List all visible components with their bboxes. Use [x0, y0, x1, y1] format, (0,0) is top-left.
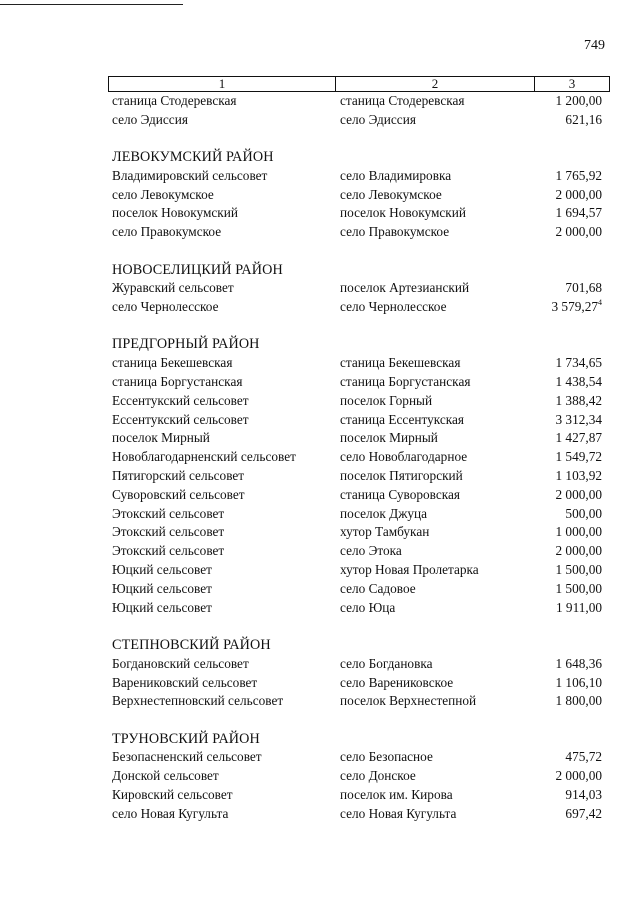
footnote-marker: 4	[598, 298, 602, 308]
value-cell	[538, 467, 610, 486]
value-cell	[538, 505, 610, 524]
value-text: 1 648,36	[555, 655, 602, 671]
settlement-cell: село Владимировка	[340, 167, 452, 183]
municipality-cell: Юцкий сельсовет	[112, 562, 212, 578]
settlement-cell: станица Ессентукская	[340, 411, 465, 427]
settlement-cell: станица Суворовская	[340, 486, 461, 502]
value-cell	[538, 186, 610, 205]
municipality-cell: поселок Новокумский	[112, 205, 238, 221]
district-heading: ПРЕДГОРНЫЙ РАЙОН	[112, 336, 260, 353]
settlement-cell: поселок Артезианский	[340, 280, 470, 296]
municipality-cell: село Новая Кугульта	[112, 805, 229, 821]
value-cell	[538, 429, 610, 448]
value-cell	[538, 354, 610, 373]
settlement-cell: село Этока	[340, 543, 402, 559]
municipality-cell: станица Стодеревская	[112, 93, 237, 108]
municipality-cell: Донской сельсовет	[112, 768, 219, 784]
settlement-cell: хутор Тамбукан	[340, 524, 430, 540]
settlement-cell: село Безопасное	[340, 749, 433, 765]
municipality-cell: Журавский сельсовет	[112, 280, 234, 296]
settlement-cell: хутор Новая Пролетарка	[340, 562, 479, 578]
value-text: 701,68	[565, 280, 602, 296]
top-rule	[0, 4, 183, 5]
section-gap	[108, 130, 610, 149]
municipality-cell: Ессентукский сельсовет	[112, 392, 249, 408]
table-row	[108, 486, 610, 505]
value-cell	[538, 486, 610, 505]
value-text: 621,16	[565, 111, 602, 127]
value-text: 475,72	[565, 749, 602, 765]
table-row	[108, 599, 610, 618]
district-heading: ЛЕВОКУМСКИЙ РАЙОН	[112, 149, 274, 166]
municipality-cell: село Эдиссия	[112, 111, 188, 127]
value-text: 1 549,72	[555, 449, 602, 465]
value-cell	[538, 542, 610, 561]
table-row	[108, 279, 610, 298]
table-row	[108, 748, 610, 767]
settlement-cell: поселок им. Кирова	[340, 787, 453, 802]
value-text: 1 427,87	[555, 430, 602, 446]
table-row	[108, 111, 610, 130]
section-gap	[108, 711, 610, 730]
settlement-cell: поселок Новокумский	[340, 205, 466, 221]
value-cell	[538, 674, 610, 693]
municipality-cell: станица Боргустанская	[112, 374, 243, 390]
settlement-cell: станица Бекешевская	[340, 355, 461, 371]
value-text: 1 800,00	[555, 693, 602, 709]
value-text: 1 500,00	[555, 562, 602, 578]
section-gap	[108, 317, 610, 336]
district-heading: ТРУНОВСКИЙ РАЙОН	[112, 730, 260, 747]
settlement-cell: село Новоблагодарное	[340, 449, 468, 465]
municipality-cell: Этокский сельсовет	[112, 524, 225, 540]
table-body	[108, 92, 610, 824]
municipality-cell: Этокский сельсовет	[112, 505, 225, 521]
settlement-cell: поселок Джуца	[340, 505, 428, 521]
value-text: 1 388,42	[555, 392, 602, 408]
value-cell	[538, 448, 610, 467]
settlement-cell: поселок Верхнестепной	[340, 693, 477, 709]
municipality-cell: поселок Мирный	[112, 430, 210, 446]
value-cell	[538, 204, 610, 223]
value-text: 1 765,92	[555, 167, 602, 183]
settlement-cell: село Донское	[340, 768, 416, 784]
table-row	[108, 674, 610, 693]
value-text: 697,42	[565, 805, 602, 821]
value-cell	[538, 561, 610, 580]
value-text: 1 438,54	[555, 374, 602, 390]
header-col-1: 1	[109, 77, 336, 91]
municipality-cell: Безопасненский сельсовет	[112, 749, 262, 765]
value-text: 2 000,00	[555, 224, 602, 240]
table-row	[108, 805, 610, 824]
table-row	[108, 92, 610, 111]
municipality-cell: Юцкий сельсовет	[112, 580, 212, 596]
settlement-cell: село Левокумское	[340, 186, 442, 202]
table-header	[108, 76, 610, 92]
value-cell	[538, 748, 610, 767]
value-cell	[538, 523, 610, 542]
municipality-cell: Новоблагодарненский сельсовет	[112, 449, 296, 465]
value-cell	[538, 692, 610, 711]
municipality-cell: Пятигорский сельсовет	[112, 468, 245, 484]
settlement-cell: село Варениковское	[340, 674, 454, 690]
municipality-cell: Кировский сельсовет	[112, 787, 233, 802]
value-cell	[538, 655, 610, 674]
district-heading: СТЕПНОВСКИЙ РАЙОН	[112, 636, 271, 653]
table-row	[108, 692, 610, 711]
table-row	[108, 373, 610, 392]
table-row	[108, 767, 610, 786]
value-text: 1 694,57	[555, 205, 602, 221]
value-cell	[538, 599, 610, 618]
table-row	[108, 298, 610, 317]
section-gap	[108, 617, 610, 636]
settlement-cell: станица Боргустанская	[340, 374, 471, 390]
table-row	[108, 467, 610, 486]
value-text: 3 579,27	[551, 299, 598, 315]
table-row	[108, 561, 610, 580]
table-row	[108, 204, 610, 223]
value-cell	[538, 580, 610, 599]
municipality-cell: Варениковский сельсовет	[112, 674, 258, 690]
table-row	[108, 786, 610, 805]
value-cell	[538, 392, 610, 411]
value-text: 1 000,00	[555, 524, 602, 540]
section-gap	[108, 242, 610, 261]
value-cell	[538, 411, 610, 430]
page-number: 749	[584, 38, 605, 53]
settlements-table	[108, 76, 610, 824]
table-row	[108, 186, 610, 205]
value-cell	[538, 111, 610, 130]
value-text: 500,00	[565, 505, 602, 521]
header-col-3: 3	[568, 76, 576, 91]
value-cell	[538, 279, 610, 298]
settlement-cell: село Богдановка	[340, 655, 433, 671]
settlement-cell: поселок Горный	[340, 392, 433, 408]
table-row	[108, 429, 610, 448]
value-text: 1 734,65	[555, 355, 602, 371]
municipality-cell: Этокский сельсовет	[112, 543, 225, 559]
value-cell	[538, 167, 610, 186]
table-row	[108, 448, 610, 467]
municipality-cell: село Чернолесское	[112, 299, 219, 315]
table-row	[108, 392, 610, 411]
table-row	[108, 354, 610, 373]
value-text: 1 106,10	[555, 674, 602, 690]
municipality-cell: Владимировский сельсовет	[112, 167, 268, 183]
value-cell	[538, 223, 610, 242]
table-row	[108, 505, 610, 524]
table-row	[108, 167, 610, 186]
table-row	[108, 523, 610, 542]
table-row	[108, 580, 610, 599]
value-cell	[538, 786, 610, 805]
municipality-cell: село Левокумское	[112, 186, 214, 202]
value-text: 2 000,00	[555, 768, 602, 784]
value-text: 1 500,00	[555, 580, 602, 596]
municipality-cell: село Правокумское	[112, 224, 222, 240]
municipality-cell: Юцкий сельсовет	[112, 599, 212, 615]
value-text: 2 000,00	[555, 186, 602, 202]
settlement-cell: село Правокумское	[340, 224, 450, 240]
table-row	[108, 223, 610, 242]
municipality-cell: Суворовский сельсовет	[112, 486, 245, 502]
municipality-cell: станица Бекешевская	[112, 355, 233, 371]
value-text: 914,03	[565, 787, 602, 802]
value-text: 1 103,92	[555, 468, 602, 484]
settlement-cell: село Эдиссия	[340, 111, 416, 127]
value-text: 1 911,00	[555, 599, 602, 615]
value-text: 1 200,00	[555, 93, 602, 108]
municipality-cell: Богдановский сельсовет	[112, 655, 249, 671]
value-cell	[538, 767, 610, 786]
value-cell	[538, 92, 610, 111]
header-col-2: 2	[336, 77, 535, 91]
table-row	[108, 411, 610, 430]
value-text: 2 000,00	[555, 543, 602, 559]
district-heading: НОВОСЕЛИЦКИЙ РАЙОН	[112, 261, 283, 278]
settlement-cell: село Садовое	[340, 580, 416, 596]
settlement-cell: село Юца	[340, 599, 396, 615]
table-row	[108, 655, 610, 674]
settlement-cell: поселок Пятигорский	[340, 468, 463, 484]
settlement-cell: поселок Мирный	[340, 430, 438, 446]
municipality-cell: Верхнестепновский сельсовет	[112, 693, 284, 709]
settlement-cell: станица Стодеревская	[340, 93, 465, 108]
value-cell	[538, 805, 610, 824]
value-cell	[538, 298, 610, 317]
value-text: 3 312,34	[555, 411, 602, 427]
value-cell	[538, 373, 610, 392]
table-row	[108, 542, 610, 561]
settlement-cell: село Чернолесское	[340, 299, 447, 315]
value-text: 2 000,00	[555, 486, 602, 502]
municipality-cell: Ессентукский сельсовет	[112, 411, 249, 427]
settlement-cell: село Новая Кугульта	[340, 805, 457, 821]
